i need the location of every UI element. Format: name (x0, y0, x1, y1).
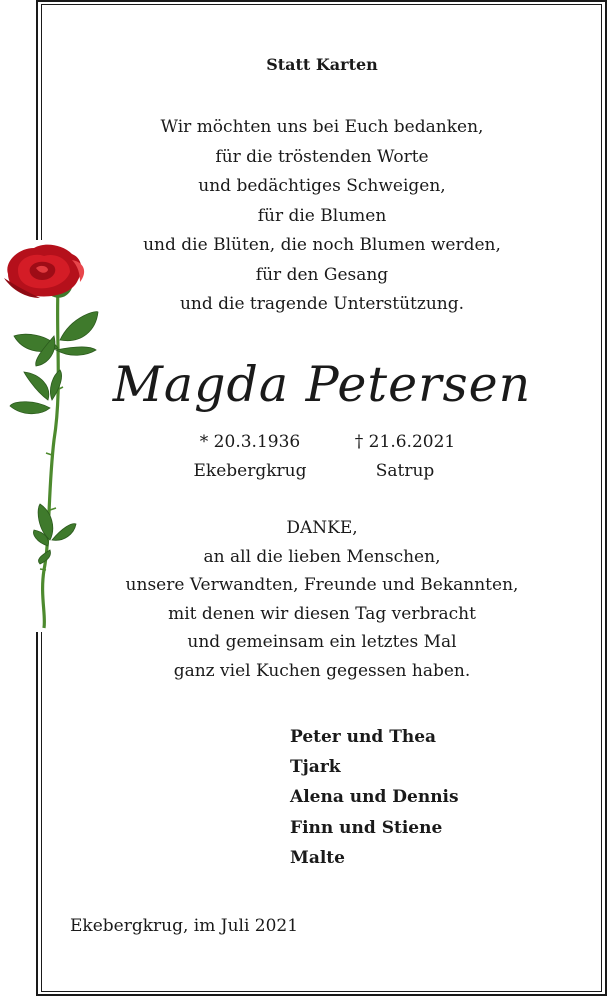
family-member: Malte (290, 847, 345, 868)
family-member: Finn und Stiene (290, 817, 443, 838)
poem-line: für die Blumen (257, 205, 387, 226)
birth-info (170, 428, 330, 486)
notice-header: Statt Karten (266, 55, 378, 74)
thanks-line: mit denen wir diesen Tag verbracht (168, 603, 476, 624)
death-date: † 21.6.2021 (354, 432, 456, 452)
poem-line: für die tröstenden Worte (215, 146, 429, 167)
thanks-line: unsere Verwandten, Freunde und Bekannten, (125, 575, 519, 595)
place-and-date: Ekebergkrug, im Juli 2021 (70, 916, 299, 936)
family-member: Tjark (290, 757, 341, 778)
poem-line: und die Blüten, die noch Blumen werden, (143, 235, 501, 255)
poem-line: und die tragende Unterstützung. (179, 294, 465, 314)
poem (44, 113, 600, 320)
family-signatures (290, 722, 459, 873)
family-member: Alena und Dennis (290, 787, 459, 808)
death-place: Satrup (375, 461, 435, 481)
death-info (330, 428, 480, 486)
family-member: Peter und Thea (290, 727, 437, 747)
birth-place: Ekebergkrug (193, 461, 307, 481)
thanks-line: an all die lieben Menschen, (203, 546, 441, 567)
poem-line: und bedächtiges Schweigen, (198, 176, 446, 196)
deceased-name: Magda Petersen (112, 356, 532, 413)
poem-line: für den Gesang (255, 264, 389, 285)
birth-date: * 20.3.1936 (199, 432, 301, 452)
poem-line: Wir möchten uns bei Euch bedanken, (160, 117, 484, 137)
thanks-line: und gemeinsam ein letztes Mal (187, 632, 457, 652)
thanks-text (44, 514, 600, 685)
thanks-line: DANKE, (286, 518, 358, 538)
thanks-line: ganz viel Kuchen gegessen haben. (173, 660, 471, 681)
